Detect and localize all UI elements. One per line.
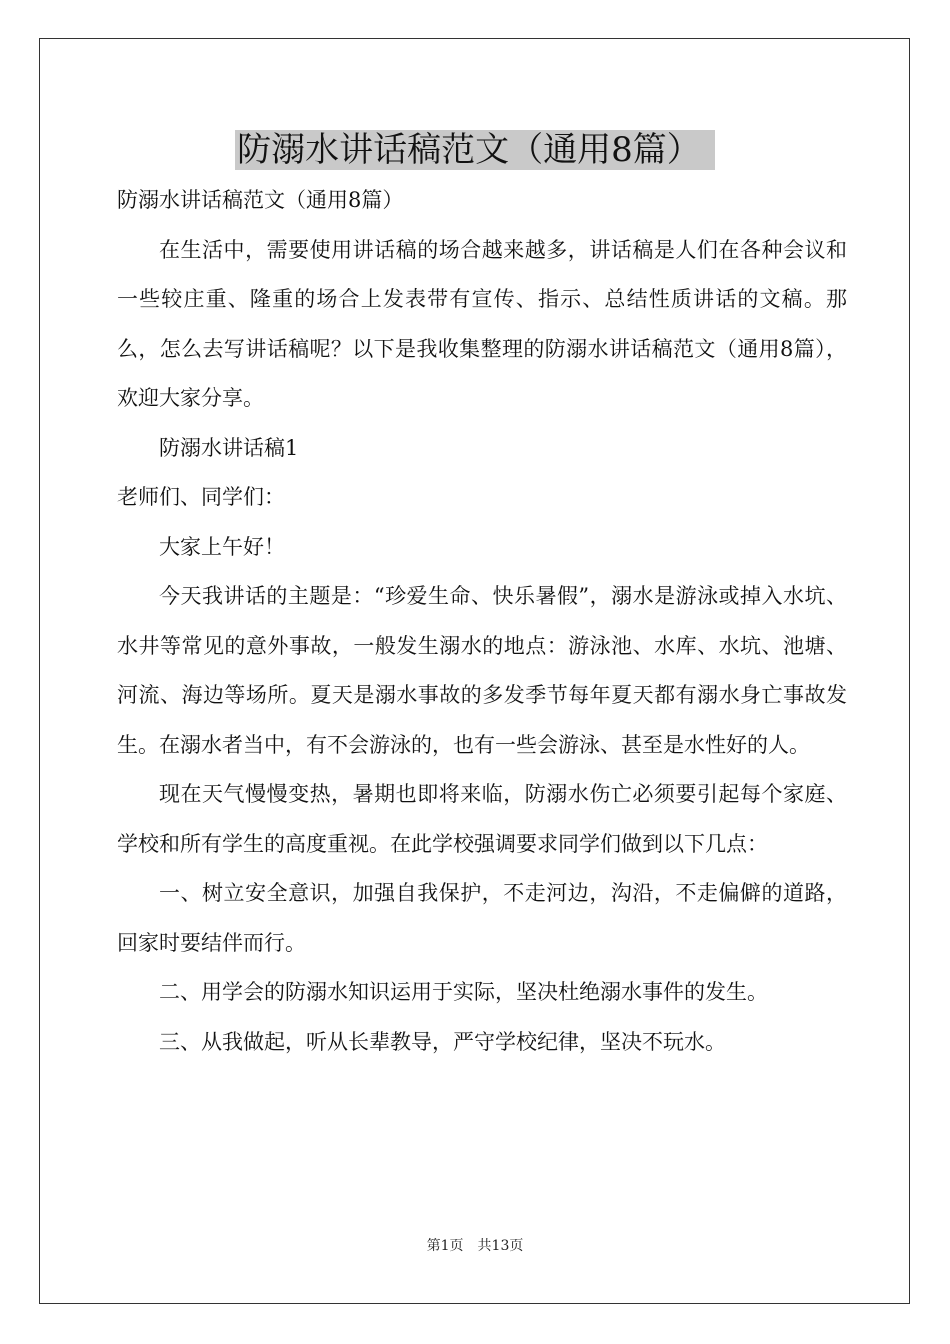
salutation-paragraph: 老师们、同学们： bbox=[117, 485, 285, 509]
body-paragraph-topic: 今天我讲话的主题是：“珍爱生命、快乐暑假”，溺水是游泳或掉入水坑、水井等常见的意外事故，一般发生溺水的地点：游泳池、水库、水坑、池塘、河流、海边等场所。夏天是溺水事故的多发季节每年夏天都有溺水身亡事故发生。在溺水者当中，有不会游泳的，也有一些会游泳、甚至是水性好的人。 bbox=[117, 584, 847, 757]
section-heading: 防溺水讲话稿1 bbox=[159, 435, 299, 460]
page-total: 共13页 bbox=[477, 1238, 524, 1254]
list-item-3: 三、从我做起，听从长辈教导，严守学校纪律，坚决不玩水。 bbox=[159, 1029, 726, 1054]
list-item-1: 一、树立安全意识，加强自我保护，不走河边，沟沿，不走偏僻的道路，回家时要结伴而行。 bbox=[117, 881, 847, 955]
page-number: 第1页 bbox=[426, 1238, 464, 1254]
greeting-paragraph: 大家上午好！ bbox=[159, 534, 285, 559]
body-paragraph-requirements: 现在天气慢慢变热，暑期也即将来临，防溺水伤亡必须要引起每个家庭、学校和所有学生的高度重视。在此学校强调要求同学们做到以下几点： bbox=[117, 782, 847, 856]
page-footer bbox=[0, 1236, 950, 1256]
list-item-2: 二、用学会的防溺水知识运用于实际，坚决杜绝溺水事件的发生。 bbox=[159, 980, 768, 1004]
document-title-text: 防溺水讲话稿范文（通用8篇） bbox=[235, 130, 715, 170]
document-title bbox=[0, 126, 950, 174]
subtitle-paragraph: 防溺水讲话稿范文（通用8篇） bbox=[117, 188, 404, 212]
document-body bbox=[117, 176, 847, 1067]
intro-paragraph: 在生活中，需要使用讲话稿的场合越来越多，讲话稿是人们在各种会议和一些较庄重、隆重的场合上发表带有宣传、指示、总结性质讲话的文稿。那么，怎么去写讲话稿呢？以下是我收集整理的防溺水讲话稿范文（通用8篇），欢迎大家分享。 bbox=[117, 237, 847, 410]
